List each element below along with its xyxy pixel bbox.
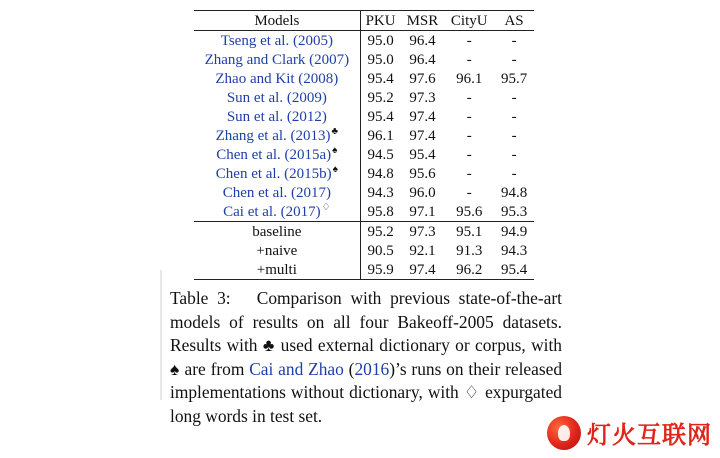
msr-score-cell: 97.4 — [409, 127, 436, 144]
cityu-score-cell: - — [466, 108, 472, 125]
model-footnote-symbol: ♠ — [332, 144, 338, 156]
pku-score-cell: 95.0 — [367, 51, 394, 68]
msr-score-cell: 97.1 — [409, 203, 436, 220]
model-footnote-symbol: ♣ — [331, 125, 339, 137]
pku-score-cell: 94.3 — [367, 184, 394, 201]
citation-link-year[interactable]: 2016 — [354, 358, 390, 379]
model-name-cell — [194, 222, 360, 242]
model-name-cell — [194, 69, 360, 88]
caption-text-3: are from — [179, 358, 250, 379]
table-row — [194, 222, 534, 242]
pku-score-cell: 95.2 — [360, 222, 400, 242]
model-citation-link[interactable]: Zhao and Kit (2008) — [215, 70, 339, 87]
pku-score-cell: 95.2 — [367, 89, 394, 106]
model-citation-link[interactable]: Chen et al. (2017) — [222, 184, 331, 201]
spade-symbol: ♠ — [170, 358, 180, 379]
msr-score-cell: 97.6 — [409, 70, 436, 87]
as-score-cell: - — [511, 32, 517, 49]
as-score-cell: 95.7 — [500, 70, 528, 87]
model-name-cell — [194, 107, 360, 126]
pku-score-cell: 94.5 — [367, 146, 394, 163]
cityu-score-cell: 91.3 — [456, 242, 483, 259]
caption-paragraph — [170, 287, 562, 428]
msr-score-cell: 97.3 — [409, 89, 436, 106]
table-row — [194, 50, 534, 69]
caption-text-1: Comparison with previous state-of-the-art models of results on all four Bakeoff-2005 datasets. Results with — [170, 288, 562, 355]
pku-score-cell: 94.8 — [367, 165, 394, 182]
table-row — [194, 69, 534, 88]
cityu-score-cell: - — [466, 127, 472, 144]
as-score-cell: - — [511, 146, 517, 163]
model-name-cell — [194, 126, 360, 145]
as-score-cell: - — [511, 89, 517, 106]
header-cityu: CityU — [444, 11, 494, 31]
cityu-score-cell: - — [466, 184, 472, 201]
pku-score-cell: 96.1 — [367, 127, 394, 144]
cityu-score-cell: - — [466, 165, 472, 182]
model-citation-link[interactable]: Cai et al. (2017) — [223, 203, 321, 220]
model-citation-link[interactable]: Sun et al. (2012) — [226, 108, 327, 125]
as-score-cell: 94.3 — [500, 242, 528, 259]
as-score-cell: - — [511, 51, 517, 68]
model-citation-link[interactable]: Zhang et al. (2013) — [215, 127, 331, 144]
model-name-cell — [194, 202, 360, 222]
table-row — [194, 126, 534, 145]
msr-score-cell: 92.1 — [409, 242, 436, 259]
table-caption — [170, 287, 562, 428]
model-citation-link[interactable]: Chen et al. (2015a) — [216, 146, 332, 163]
flame-logo-icon — [547, 416, 581, 450]
watermark-text: 灯火互联网 — [587, 421, 712, 449]
header-msr: MSR — [401, 11, 445, 31]
msr-score-cell: 95.4 — [409, 146, 436, 163]
model-name-cell — [194, 241, 360, 260]
model-name-cell — [194, 50, 360, 69]
table-header-row — [194, 11, 534, 31]
cityu-score-cell: - — [466, 146, 472, 163]
msr-score-cell: 95.6 — [409, 165, 436, 182]
cityu-score-cell: 95.1 — [444, 222, 494, 242]
model-citation-link[interactable]: Sun et al. (2009) — [226, 89, 327, 106]
caption-label: Table 3: — [170, 288, 231, 308]
as-score-cell: - — [511, 165, 517, 182]
page-edge-marker — [160, 270, 162, 400]
cityu-score-cell: - — [466, 51, 472, 68]
model-name-cell — [194, 164, 360, 183]
caption-text-2: used external dictionary or corpus, with — [275, 335, 563, 355]
results-table — [194, 10, 534, 280]
table-row — [194, 107, 534, 126]
pku-score-cell: 90.5 — [367, 242, 394, 259]
as-score-cell: 94.9 — [494, 222, 534, 242]
pku-score-cell: 95.8 — [367, 203, 394, 220]
model-name-cell — [194, 88, 360, 107]
table-row — [194, 183, 534, 202]
as-score-cell: - — [511, 108, 517, 125]
model-footnote-symbol: ♠ — [332, 163, 338, 175]
table-row — [194, 202, 534, 222]
cityu-score-cell: 96.2 — [444, 260, 494, 280]
table-row — [194, 241, 534, 260]
table-row — [194, 88, 534, 107]
cityu-score-cell: - — [466, 89, 472, 106]
model-name: +naive — [256, 242, 298, 259]
caption-cite-open: ( — [343, 358, 355, 379]
model-name: +multi — [256, 261, 297, 278]
model-name: baseline — [252, 223, 302, 240]
header-as: AS — [494, 11, 534, 31]
model-name-cell — [194, 260, 360, 280]
as-score-cell: - — [511, 127, 517, 144]
model-name-cell — [194, 183, 360, 202]
as-score-cell: 95.3 — [500, 203, 528, 220]
as-score-cell: 95.4 — [494, 260, 534, 280]
model-citation-link[interactable]: Zhang and Clark (2007) — [204, 51, 350, 68]
msr-score-cell: 97.3 — [401, 222, 445, 242]
pku-score-cell: 95.9 — [360, 260, 400, 280]
cityu-score-cell: 96.1 — [456, 70, 483, 87]
as-score-cell: 94.8 — [500, 184, 528, 201]
msr-score-cell: 96.0 — [409, 184, 436, 201]
header-pku: PKU — [360, 11, 400, 31]
msr-score-cell: 97.4 — [401, 260, 445, 280]
cityu-score-cell: - — [466, 32, 472, 49]
model-footnote-symbol: ♢ — [321, 201, 331, 213]
caption-cite-close: )’s runs on their released implementations without dictionary, with — [170, 358, 563, 402]
table-row — [194, 260, 534, 280]
table-row — [194, 145, 534, 164]
model-name-cell — [194, 145, 360, 164]
pku-score-cell: 95.0 — [367, 32, 394, 49]
model-name-cell — [194, 31, 360, 51]
diamond-symbol: ♢ — [463, 382, 481, 402]
msr-score-cell: 96.4 — [409, 51, 436, 68]
header-models: Models — [194, 11, 360, 31]
pku-score-cell: 95.4 — [367, 70, 394, 87]
club-symbol: ♣ — [262, 335, 276, 355]
table-body — [194, 31, 534, 280]
citation-link-cai-zhao[interactable]: Cai and Zhao — [249, 358, 344, 379]
table-row — [194, 164, 534, 183]
model-citation-link[interactable]: Chen et al. (2015b) — [215, 165, 332, 182]
model-citation-link[interactable]: Tseng et al. (2005) — [220, 32, 333, 49]
results-table-container — [194, 10, 534, 280]
table-row — [194, 31, 534, 51]
caption-text-4: expurgated long words in test set. — [170, 382, 563, 426]
watermark — [547, 415, 712, 450]
msr-score-cell: 96.4 — [409, 32, 436, 49]
cityu-score-cell: 95.6 — [456, 203, 483, 220]
pku-score-cell: 95.4 — [367, 108, 394, 125]
msr-score-cell: 97.4 — [409, 108, 436, 125]
